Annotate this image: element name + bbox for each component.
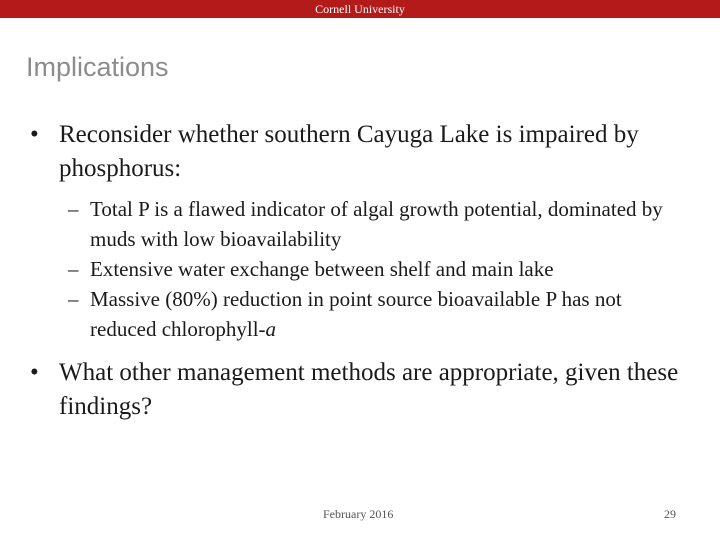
sub-bullet-mark: – <box>68 197 79 221</box>
footer-date: February 2016 <box>323 507 394 521</box>
university-logo-text: Cornell University <box>315 2 405 16</box>
bullet-mark: • <box>30 359 39 386</box>
bullet-text: Reconsider whether southern Cayuga Lake is impaired by phosphorus: <box>59 121 639 182</box>
sub-bullet-text: Total P is a flawed indicator of algal growth potential, dominated by muds with low bioavailability <box>90 197 663 251</box>
italic-suffix: a <box>265 317 277 341</box>
bullet-text: What other management methods are appropriate, given these findings? <box>59 359 679 420</box>
sub-bullet-mark: – <box>68 287 79 311</box>
bullet-2 <box>30 356 679 424</box>
sub-bullet-text: Massive (80%) reduction in point source bioavailable P has not reduced chlorophyll- <box>90 287 622 341</box>
sub-bullet-text: Extensive water exchange between shelf and main lake <box>90 257 554 281</box>
bullet-mark: • <box>30 121 39 148</box>
sub-bullet-2 <box>68 254 680 284</box>
sub-bullet-1 <box>68 194 680 254</box>
page-number: 29 <box>664 507 676 521</box>
slide-body <box>0 118 720 424</box>
sub-bullet-list <box>0 194 720 344</box>
bullet-1 <box>30 118 679 186</box>
slide-title: Implications <box>26 52 169 82</box>
sub-bullet-3 <box>68 284 680 344</box>
sub-bullet-mark: – <box>68 257 79 281</box>
